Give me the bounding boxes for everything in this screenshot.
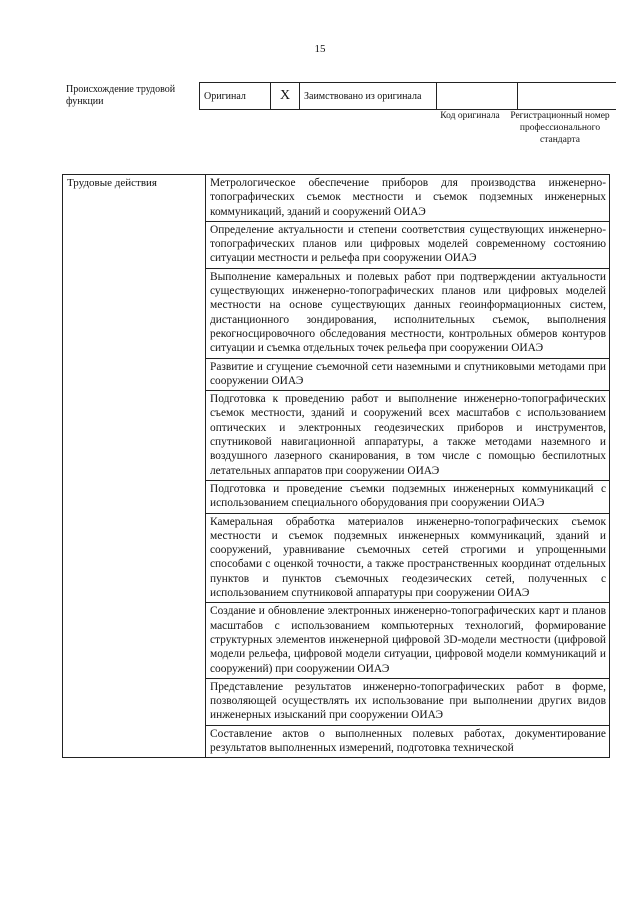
- action-item: Подготовка и проведение съемки подземных инженерных коммуникаций с использованием специального оборудования при сооружении ОИАЭ: [206, 480, 610, 513]
- page-number: 15: [314, 43, 326, 55]
- reg-number-value: [518, 83, 617, 110]
- action-item: Определение актуальности и степени соответствия существующих инженерно-топографических планов или цифровых моделей современному состоянию ситуации местности и рельефа при сооружении ОИАЭ: [206, 221, 610, 268]
- reg-number-caption: Регистрационный номер профессионального стандарта: [510, 111, 610, 145]
- action-item: Развитие и сгущение съемочной сети наземными и спутниковыми методами при сооружении ОИАЭ: [206, 358, 610, 391]
- original-mark: X: [271, 83, 300, 110]
- origin-table: [199, 82, 616, 110]
- action-item: Выполнение камеральных и полевых работ при подтверждении актуальности существующих инженерно-топографических планов или цифровых моделей местности на основе существующих данных геоинформационных систем, дистанционного зондирования, исполнительных съемок, выполнения рекогносцировочного обследования местности, контрольных обмеров контуров ситуации и съемка отдельных точек рельефа при сооружении ОИАЭ: [206, 268, 610, 358]
- code-caption: Код оригинала: [440, 111, 500, 121]
- action-item: Камеральная обработка материалов инженерно-топографических съемок местности и съемок подземных инженерных коммуникаций, зданий и сооружений, уравнивание съемочных сетей строгими и упрощенными способами с оценкой точности, а также пространственных координат отдельных пунктов и пунктов съемочных геодезических сетей, полученных с использованием спутниковой аппаратуры при сооружении ОИАЭ: [206, 513, 610, 603]
- action-item: Составление актов о выполненных полевых работах, документирование результатов выполненных измерений, подготовка технической: [206, 725, 610, 758]
- original-code-value: [437, 83, 518, 110]
- table-row: [63, 175, 610, 222]
- actions-label: Трудовые действия: [63, 175, 206, 758]
- action-item: Метрологическое обеспечение приборов для производства инженерно-топографических съемок местности и съемок подземных инженерных коммуникаций, зданий и сооружений ОИАЭ: [206, 175, 610, 222]
- action-item: Создание и обновление электронных инженерно-топографических карт и планов масштабов с использованием компьютерных технологий, формирование структурных элементов инженерной цифровой 3D-модели местности (цифровой модели рельефа, цифровой модели ситуации, цифровой модели коммуникаций и сооружений) при сооружении ОИАЭ: [206, 603, 610, 678]
- labor-actions-table: [62, 174, 610, 758]
- borrowed-label: Заимствовано из оригинала: [300, 83, 437, 110]
- action-item: Подготовка к проведению работ и выполнение инженерно-топографических съемок местности, зданий и сооружений всех масштабов с использованием оптических и электронных геодезических приборов и инструментов, спутниковой навигационной аппаратуры, а также методами наземного и воздушного лазерного сканирования, в том числе с помощью беспилотных летательных аппаратов при сооружении ОИАЭ: [206, 391, 610, 481]
- origin-label: Происхождение трудовой функции: [66, 84, 176, 107]
- action-item: Представление результатов инженерно-топографических работ в форме, позволяющей осуществлять их использование при выполнении других видов инженерных изысканий при сооружении ОИАЭ: [206, 678, 610, 725]
- original-label: Оригинал: [200, 83, 271, 110]
